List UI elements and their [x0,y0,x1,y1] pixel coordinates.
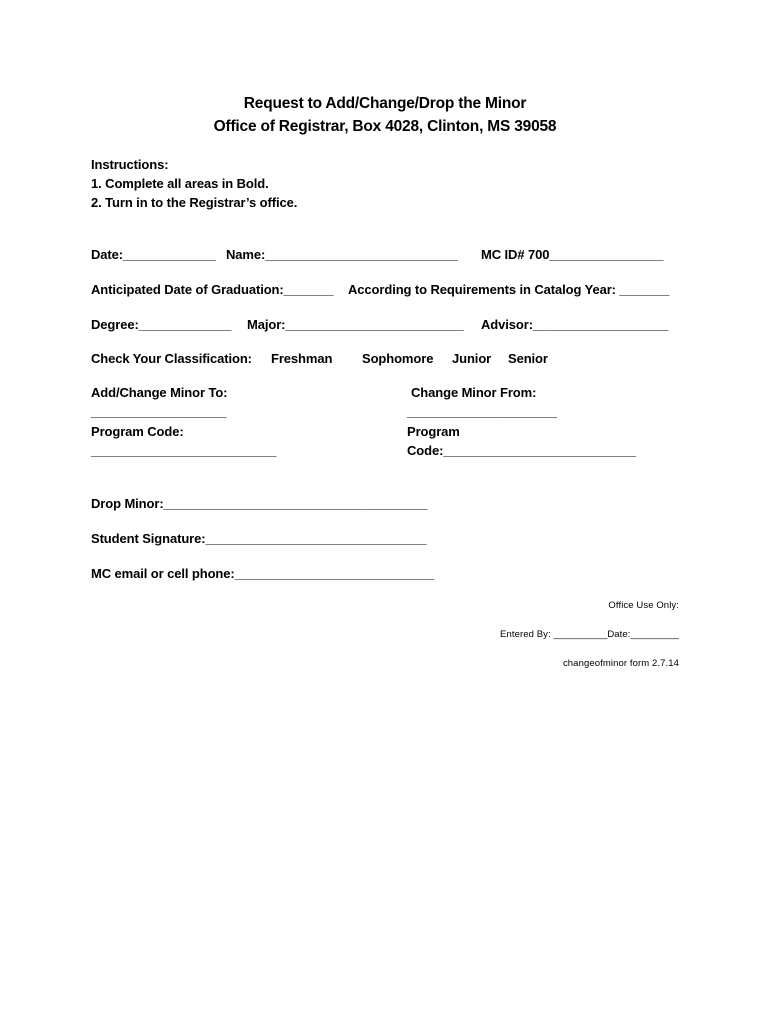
mc-id-field[interactable]: MC ID# 700________________ [481,247,664,262]
instruction-step-1: 1. Complete all areas in Bold. [91,176,269,191]
program-code-label-left: Program Code: [91,424,184,439]
student-signature-field[interactable]: Student Signature:_______________________________ [91,531,427,546]
classification-junior[interactable]: Junior [452,351,492,366]
change-minor-from-field[interactable]: _____________________ [407,404,557,419]
form-version: changeofminor form 2.7.14 [562,658,679,669]
graduation-date-field[interactable]: Anticipated Date of Graduation:_______ [91,282,334,297]
instructions-heading: Instructions: [91,157,169,172]
classification-freshman[interactable]: Freshman [271,351,333,366]
name-field[interactable]: Name:___________________________ [226,247,458,262]
entered-by-field: Entered By: __________Date:_________ [500,629,679,640]
program-label-right: Program [407,424,460,439]
office-use-label: Office Use Only: [608,600,679,611]
classification-sophomore[interactable]: Sophomore [362,351,434,366]
drop-minor-field[interactable]: Drop Minor:_____________________________________ [91,496,428,511]
classification-senior[interactable]: Senior [508,351,548,366]
add-change-minor-field[interactable]: ___________________ [91,404,227,419]
classification-label: Check Your Classification: [91,351,252,366]
office-address: Office of Registrar, Box 4028, Clinton, MS 39058 [213,118,557,135]
program-code-field-left[interactable]: __________________________ [91,443,277,458]
advisor-field[interactable]: Advisor:___________________ [481,317,669,332]
form-title: Request to Add/Change/Drop the Minor [243,95,527,112]
program-code-field-right[interactable]: Code:___________________________ [407,443,636,458]
date-field[interactable]: Date:_____________ [91,247,216,262]
instruction-step-2: 2. Turn in to the Registrar’s office. [91,195,298,210]
change-minor-from-label: Change Minor From: [411,385,537,400]
major-field[interactable]: Major:_________________________ [247,317,464,332]
catalog-year-field[interactable]: According to Requirements in Catalog Year: _______ [348,282,670,297]
contact-field[interactable]: MC email or cell phone:____________________________ [91,566,435,581]
degree-field[interactable]: Degree:_____________ [91,317,232,332]
add-change-minor-label: Add/Change Minor To: [91,385,228,400]
